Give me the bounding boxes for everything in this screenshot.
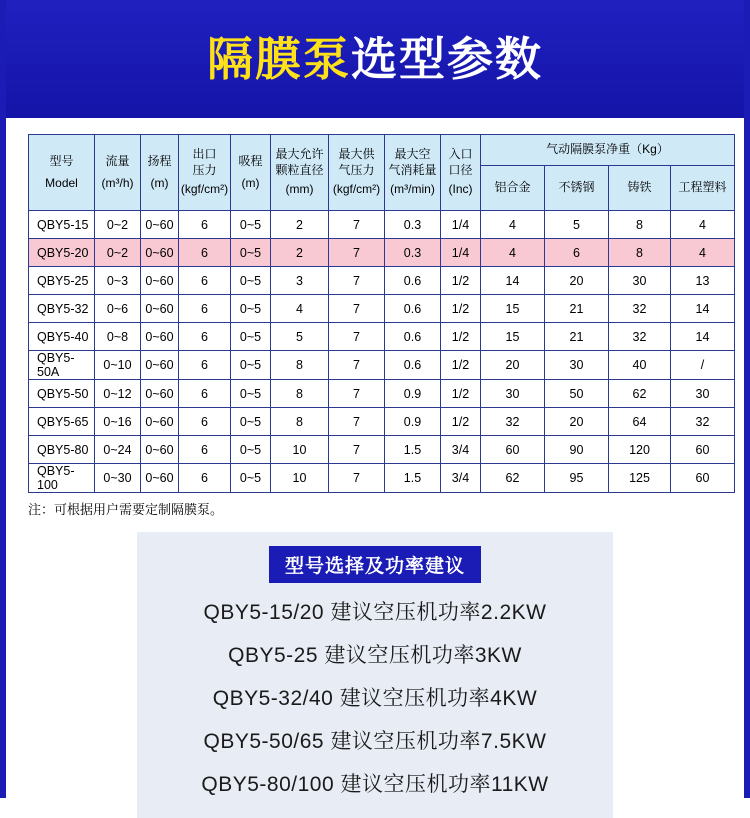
cell-weight-plastic: 14	[671, 323, 735, 351]
cell-suction: 0~5	[231, 380, 271, 408]
cell-max-air-pressure: 7	[329, 211, 385, 239]
advice-line: QBY5-80/100 建议空压机功率11KW	[201, 773, 549, 796]
header-inlet-diameter-line1: 入口	[448, 147, 473, 162]
cell-max-air-consumption: 0.6	[385, 323, 441, 351]
cell-suction: 0~5	[231, 408, 271, 436]
cell-suction: 0~5	[231, 464, 271, 493]
table-row[interactable]	[29, 351, 735, 380]
cell-flow: 0~16	[95, 408, 141, 436]
cell-weight-aluminum: 4	[481, 239, 545, 267]
page-title-accent: 隔膜泵	[207, 33, 351, 85]
cell-model: QBY5-50A	[29, 351, 95, 380]
cell-head: 0~60	[141, 464, 179, 493]
cell-outlet-pressure: 6	[179, 436, 231, 464]
cell-weight-stainless: 5	[545, 211, 609, 239]
cell-inlet-diameter: 3/4	[441, 436, 481, 464]
cell-weight-aluminum: 60	[481, 436, 545, 464]
advice-line: QBY5-32/40 建议空压机功率4KW	[212, 687, 538, 710]
cell-max-particle: 8	[271, 351, 329, 380]
cell-max-air-consumption: 1.5	[385, 464, 441, 493]
header-flow-line1: 流量	[105, 153, 130, 168]
cell-max-air-pressure: 7	[329, 351, 385, 380]
advice-line: QBY5-25 建议空压机功率3KW	[228, 644, 522, 667]
cell-head: 0~60	[141, 323, 179, 351]
cell-outlet-pressure: 6	[179, 267, 231, 295]
cell-max-air-consumption: 0.3	[385, 239, 441, 267]
advice-line-list	[137, 596, 613, 798]
page-title	[207, 33, 543, 85]
header-max-air-pressure-line1: 最大供	[338, 147, 375, 162]
header-model-line1: 型号	[49, 153, 74, 168]
cell-model: QBY5-15	[29, 211, 95, 239]
cell-head: 0~60	[141, 408, 179, 436]
cell-outlet-pressure: 6	[179, 323, 231, 351]
cell-suction: 0~5	[231, 436, 271, 464]
header-max-particle-line1: 最大允许	[275, 147, 324, 162]
cell-inlet-diameter: 1/2	[441, 295, 481, 323]
cell-flow: 0~24	[95, 436, 141, 464]
header-max-air-consumption-line1: 最大空	[394, 147, 431, 162]
cell-weight-plastic: 4	[671, 239, 735, 267]
table-row[interactable]	[29, 295, 735, 323]
cell-weight-cast-iron: 8	[609, 239, 671, 267]
cell-head: 0~60	[141, 295, 179, 323]
cell-head: 0~60	[141, 380, 179, 408]
header-max-air-consumption-line2: 气消耗量	[388, 162, 437, 177]
header-max-particle-line2: 颗粒直径	[275, 162, 324, 177]
cell-weight-cast-iron: 120	[609, 436, 671, 464]
header-suction-line1: 吸程	[238, 153, 263, 168]
cell-flow: 0~2	[95, 211, 141, 239]
table-row[interactable]	[29, 211, 735, 239]
cell-suction: 0~5	[231, 351, 271, 380]
cell-model: QBY5-40	[29, 323, 95, 351]
cell-flow: 0~3	[95, 267, 141, 295]
cell-head: 0~60	[141, 351, 179, 380]
cell-inlet-diameter: 1/2	[441, 380, 481, 408]
cell-inlet-diameter: 1/2	[441, 351, 481, 380]
header-weight-plastic: 工程塑料	[671, 166, 735, 211]
cell-suction: 0~5	[231, 211, 271, 239]
cell-max-particle: 2	[271, 239, 329, 267]
cell-model: QBY5-25	[29, 267, 95, 295]
table-row[interactable]	[29, 464, 735, 493]
cell-weight-cast-iron: 125	[609, 464, 671, 493]
cell-max-air-consumption: 0.6	[385, 295, 441, 323]
cell-max-particle: 10	[271, 436, 329, 464]
cell-weight-stainless: 20	[545, 267, 609, 295]
cell-model: QBY5-65	[29, 408, 95, 436]
header-head	[141, 135, 179, 211]
cell-weight-cast-iron: 62	[609, 380, 671, 408]
table-row[interactable]	[29, 267, 735, 295]
cell-max-air-consumption: 0.9	[385, 408, 441, 436]
cell-flow: 0~10	[95, 351, 141, 380]
spec-table-body	[29, 211, 735, 493]
cell-weight-stainless: 30	[545, 351, 609, 380]
cell-weight-plastic: 60	[671, 464, 735, 493]
cell-max-particle: 4	[271, 295, 329, 323]
cell-inlet-diameter: 1/2	[441, 267, 481, 295]
cell-weight-aluminum: 15	[481, 295, 545, 323]
cell-max-particle: 3	[271, 267, 329, 295]
cell-outlet-pressure: 6	[179, 351, 231, 380]
cell-max-air-pressure: 7	[329, 295, 385, 323]
cell-outlet-pressure: 6	[179, 295, 231, 323]
header-outlet-pressure-line2: 压力	[192, 162, 217, 177]
cell-head: 0~60	[141, 436, 179, 464]
header-flow-line2: (m³/h)	[101, 175, 134, 190]
cell-weight-aluminum: 15	[481, 323, 545, 351]
cell-inlet-diameter: 1/4	[441, 239, 481, 267]
cell-weight-stainless: 50	[545, 380, 609, 408]
cell-weight-stainless: 21	[545, 295, 609, 323]
cell-weight-cast-iron: 40	[609, 351, 671, 380]
cell-head: 0~60	[141, 211, 179, 239]
cell-max-air-pressure: 7	[329, 408, 385, 436]
cell-suction: 0~5	[231, 295, 271, 323]
cell-weight-cast-iron: 30	[609, 267, 671, 295]
header-max-air-pressure-line2: 气压力	[338, 162, 375, 177]
page-banner	[6, 0, 744, 118]
cell-max-air-pressure: 7	[329, 436, 385, 464]
cell-weight-stainless: 95	[545, 464, 609, 493]
cell-max-air-pressure: 7	[329, 380, 385, 408]
cell-max-particle: 8	[271, 408, 329, 436]
advice-line: QBY5-15/20 建议空压机功率2.2KW	[203, 601, 547, 624]
cell-model: QBY5-80	[29, 436, 95, 464]
cell-weight-plastic: 30	[671, 380, 735, 408]
cell-inlet-diameter: 3/4	[441, 464, 481, 493]
table-row[interactable]	[29, 239, 735, 267]
cell-model: QBY5-20	[29, 239, 95, 267]
cell-max-air-consumption: 1.5	[385, 436, 441, 464]
header-outlet-pressure	[179, 135, 231, 211]
cell-head: 0~60	[141, 267, 179, 295]
cell-weight-aluminum: 32	[481, 408, 545, 436]
cell-max-air-consumption: 0.3	[385, 211, 441, 239]
cell-weight-aluminum: 30	[481, 380, 545, 408]
cell-outlet-pressure: 6	[179, 408, 231, 436]
advice-title: 型号选择及功率建议	[269, 546, 481, 583]
advice-line: QBY5-50/65 建议空压机功率7.5KW	[203, 730, 547, 753]
header-weight-stainless: 不锈钢	[545, 166, 609, 211]
header-inlet-diameter-line3: (Inc)	[448, 182, 473, 197]
cell-max-particle: 2	[271, 211, 329, 239]
cell-model: QBY5-32	[29, 295, 95, 323]
cell-flow: 0~8	[95, 323, 141, 351]
header-max-air-consumption	[385, 135, 441, 211]
table-row[interactable]	[29, 380, 735, 408]
cell-weight-cast-iron: 32	[609, 295, 671, 323]
cell-inlet-diameter: 1/2	[441, 323, 481, 351]
cell-weight-aluminum: 62	[481, 464, 545, 493]
spec-table-head	[29, 135, 735, 211]
header-suction-line2: (m)	[241, 175, 260, 190]
cell-weight-stainless: 90	[545, 436, 609, 464]
cell-weight-plastic: 14	[671, 295, 735, 323]
cell-weight-plastic: 4	[671, 211, 735, 239]
cell-outlet-pressure: 6	[179, 380, 231, 408]
header-max-air-pressure-line3: (kgf/cm²)	[332, 182, 381, 197]
header-max-air-pressure	[329, 135, 385, 211]
cell-max-particle: 5	[271, 323, 329, 351]
cell-flow: 0~2	[95, 239, 141, 267]
header-row-top	[29, 135, 735, 166]
header-weight-aluminum: 铝合金	[481, 166, 545, 211]
cell-weight-stainless: 6	[545, 239, 609, 267]
cell-suction: 0~5	[231, 267, 271, 295]
cell-weight-plastic: 60	[671, 436, 735, 464]
header-flow	[95, 135, 141, 211]
cell-inlet-diameter: 1/2	[441, 408, 481, 436]
cell-weight-stainless: 20	[545, 408, 609, 436]
cell-max-particle: 10	[271, 464, 329, 493]
cell-flow: 0~12	[95, 380, 141, 408]
header-max-particle-line3: (mm)	[285, 182, 314, 197]
spec-table-container	[6, 118, 744, 493]
table-row[interactable]	[29, 436, 735, 464]
cell-weight-plastic: 13	[671, 267, 735, 295]
header-outlet-pressure-line1: 出口	[192, 147, 217, 162]
cell-max-air-consumption: 0.9	[385, 380, 441, 408]
cell-suction: 0~5	[231, 239, 271, 267]
cell-weight-cast-iron: 64	[609, 408, 671, 436]
cell-weight-aluminum: 14	[481, 267, 545, 295]
cell-head: 0~60	[141, 239, 179, 267]
header-weight-group: 气动隔膜泵净重（Kg）	[481, 135, 735, 166]
cell-max-air-pressure: 7	[329, 323, 385, 351]
cell-model: QBY5-50	[29, 380, 95, 408]
advice-box	[137, 532, 613, 818]
cell-outlet-pressure: 6	[179, 211, 231, 239]
table-row[interactable]	[29, 408, 735, 436]
header-head-line1: 扬程	[147, 153, 172, 168]
table-row[interactable]	[29, 323, 735, 351]
header-head-line2: (m)	[150, 175, 169, 190]
cell-flow: 0~6	[95, 295, 141, 323]
page-title-main: 选型参数	[351, 33, 543, 85]
cell-max-air-consumption: 0.6	[385, 267, 441, 295]
header-inlet-diameter-line2: 口径	[448, 162, 473, 177]
cell-model: QBY5-100	[29, 464, 95, 493]
cell-flow: 0~30	[95, 464, 141, 493]
cell-weight-cast-iron: 8	[609, 211, 671, 239]
cell-weight-aluminum: 20	[481, 351, 545, 380]
header-model	[29, 135, 95, 211]
header-model-line2: Model	[45, 175, 78, 190]
table-note: 注：可根据用户需要定制隔膜泵。	[28, 502, 224, 517]
cell-weight-stainless: 21	[545, 323, 609, 351]
cell-outlet-pressure: 6	[179, 464, 231, 493]
cell-max-air-consumption: 0.6	[385, 351, 441, 380]
header-suction	[231, 135, 271, 211]
cell-inlet-diameter: 1/4	[441, 211, 481, 239]
cell-max-air-pressure: 7	[329, 239, 385, 267]
cell-max-air-pressure: 7	[329, 464, 385, 493]
cell-weight-plastic: /	[671, 351, 735, 380]
header-outlet-pressure-line3: (kgf/cm²)	[180, 182, 229, 197]
spec-table	[28, 134, 735, 493]
cell-outlet-pressure: 6	[179, 239, 231, 267]
cell-weight-cast-iron: 32	[609, 323, 671, 351]
cell-max-air-pressure: 7	[329, 267, 385, 295]
header-weight-cast-iron: 铸铁	[609, 166, 671, 211]
header-inlet-diameter	[441, 135, 481, 211]
header-max-air-consumption-line3: (m³/min)	[390, 182, 435, 197]
header-max-particle	[271, 135, 329, 211]
cell-max-particle: 8	[271, 380, 329, 408]
cell-weight-aluminum: 4	[481, 211, 545, 239]
cell-suction: 0~5	[231, 323, 271, 351]
cell-weight-plastic: 32	[671, 408, 735, 436]
